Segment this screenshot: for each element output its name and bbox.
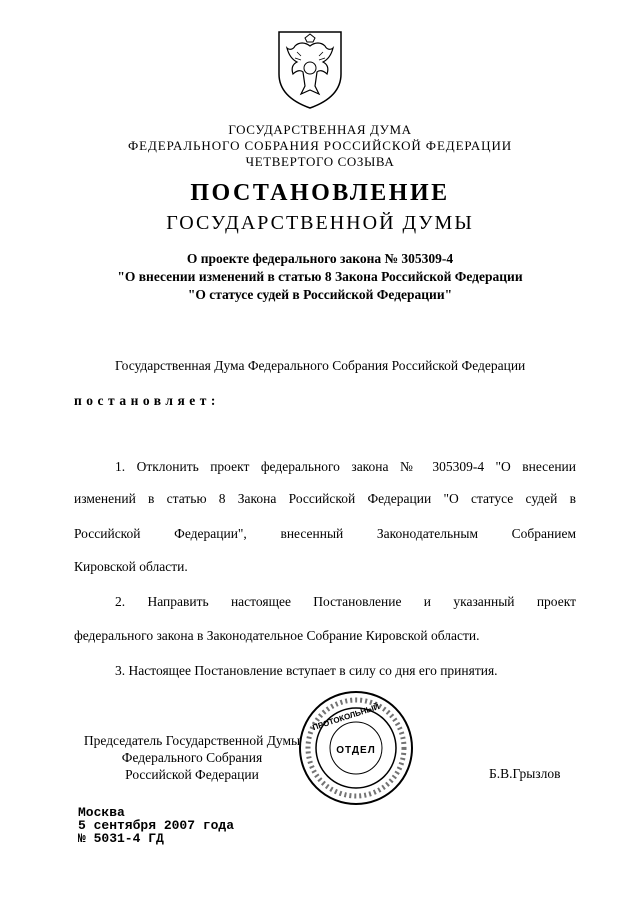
paragraph-1-line-4: Кировской области.	[74, 559, 188, 574]
subject-line3: "О статусе судей в Российской Федерации"	[187, 287, 453, 302]
footer-number: № 5031-4 ГД	[78, 831, 164, 846]
preamble-text: Государственная Дума Федерального Собрания Российской Федерации	[115, 358, 526, 373]
document-subtitle: ГОСУДАРСТВЕННОЙ ДУМЫ	[166, 212, 474, 234]
paragraph-2-line-1: 2. Направить настоящее Постановление и указанный проект	[115, 594, 576, 609]
paragraph-1-line-2: изменений в статью 8 Закона Российской Федерации "О статусе судей в	[74, 491, 576, 506]
signatory-title-line3: Российской Федерации	[125, 767, 259, 782]
convocation-line: ЧЕТВЕРТОГО СОЗЫВА	[245, 154, 395, 169]
footer-date: 5 сентября 2007 года	[78, 818, 235, 833]
paragraph-1-line-3: Российской Федерации", внесенный Законодательным Собранием	[74, 526, 576, 541]
signatory-name: Б.В.Грызлов	[489, 766, 561, 781]
coat-of-arms-icon	[275, 28, 345, 110]
signatory-title-line2: Федерального Собрания	[121, 750, 263, 765]
subject-line2: "О внесении изменений в статью 8 Закона Российской Федерации	[117, 269, 523, 284]
paragraph-3: 3. Настоящее Постановление вступает в силу со дня его принятия.	[115, 663, 498, 678]
org-name-line2: ФЕДЕРАЛЬНОГО СОБРАНИЯ РОССИЙСКОЙ ФЕДЕРАЦИИ	[127, 138, 513, 153]
signatory-title-line1: Председатель Государственной Думы	[83, 733, 301, 748]
resolves-text: постановляет:	[74, 393, 220, 408]
footer-city: Москва	[78, 805, 125, 820]
subject-line1: О проекте федерального закона № 305309-4	[186, 251, 454, 266]
document-title: ПОСТАНОВЛЕНИЕ	[190, 180, 450, 206]
stamp-center-text: ОТДЕЛ	[336, 745, 376, 756]
paragraph-1-line-1: 1. Отклонить проект федерального закона № 305309-4 "О внесении	[115, 459, 576, 474]
official-stamp-icon	[296, 688, 416, 808]
stamp-ring-text: ПРОТОКОЛЬНЫЙ	[311, 702, 381, 733]
paragraph-2-line-2: федерального закона в Законодательное Собрание Кировской области.	[74, 628, 480, 643]
org-name-line1: ГОСУДАРСТВЕННАЯ ДУМА	[228, 122, 412, 137]
